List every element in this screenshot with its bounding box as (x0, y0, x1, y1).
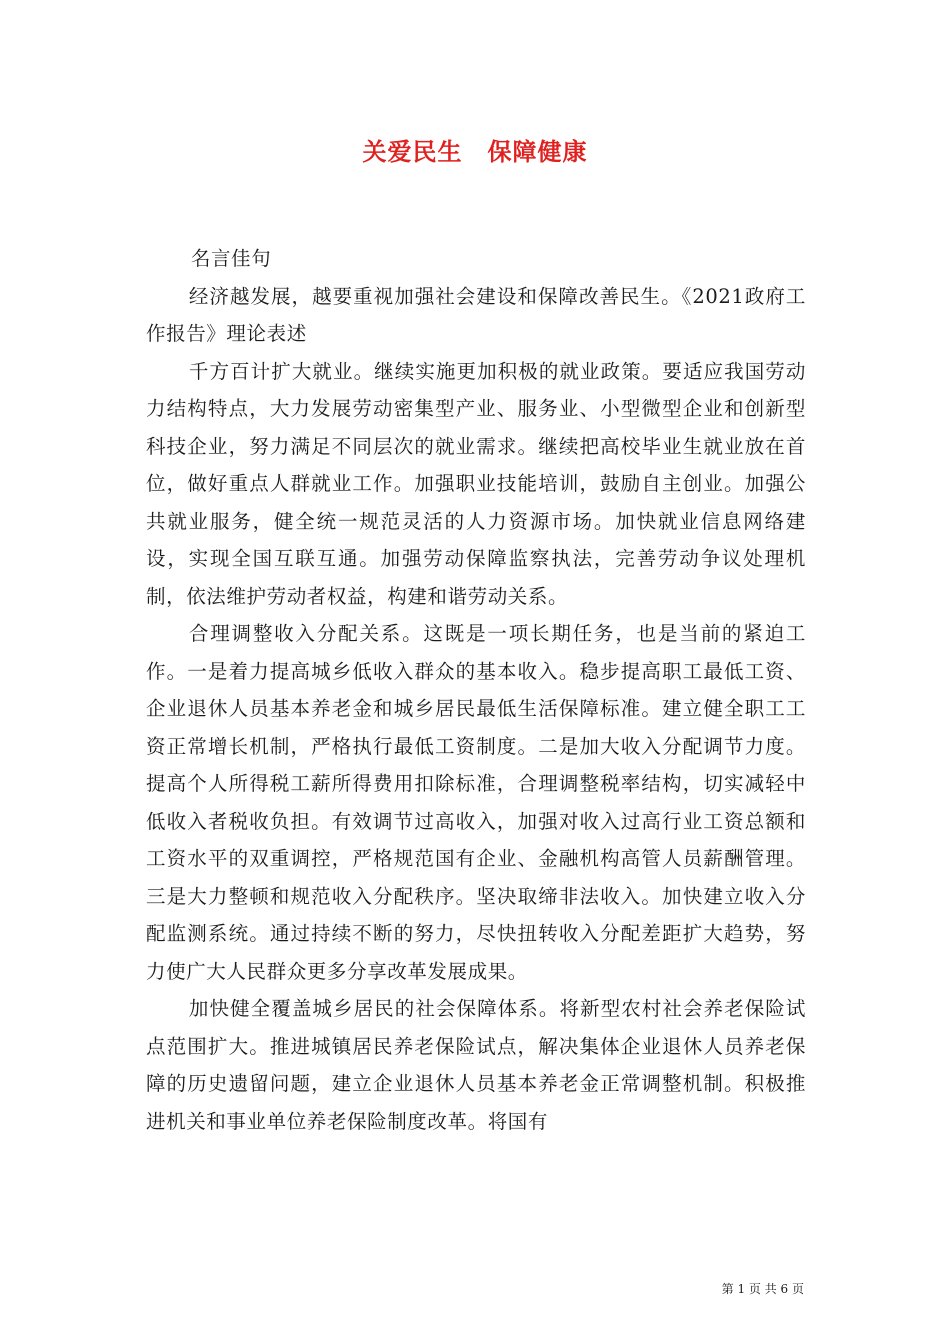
page-footer: 第 1 页 共 6 页 (721, 1282, 804, 1296)
paragraph-quote: 经济越发展，越要重视加强社会建设和保障改善民生。《2021政府工作报告》理论表述 (146, 284, 806, 345)
document-body (146, 240, 806, 1140)
document-title: 关爱民生 保障健康 (362, 137, 588, 166)
paragraph-heading: 名言佳句 (190, 247, 272, 270)
paragraph-employment: 千方百计扩大就业。继续实施更加积极的就业政策。要适应我国劳动力结构特点，大力发展劳动密集型产业、服务业、小型微型企业和创新型科技企业，努力满足不同层次的就业需求。继续把高校毕业生就业放在首位，做好重点人群就业工作。加强职业技能培训，鼓励自主创业。加强公共就业服务，健全统一规范灵活的人力资源市场。加快就业信息网络建设，实现全国互联互通。加强劳动保障监察执法，完善劳动争议处理机制，依法维护劳动者权益，构建和谐劳动关系。 (146, 359, 806, 608)
paragraph-income: 合理调整收入分配关系。这既是一项长期任务，也是当前的紧迫工作。一是着力提高城乡低收入群众的基本收入。稳步提高职工最低工资、企业退休人员基本养老金和城乡居民最低生活保障标准。建立健全职工工资正常增长机制，严格执行最低工资制度。二是加大收入分配调节力度。提高个人所得税工薪所得费用扣除标准，合理调整税率结构，切实减轻中低收入者税收负担。有效调节过高收入，加强对收入过高行业工资总额和工资水平的双重调控，严格规范国有企业、金融机构高管人员薪酬管理。三是大力整顿和规范收入分配秩序。坚决取缔非法收入。加快建立收入分配监测系统。通过持续不断的努力，尽快扭转收入分配差距扩大趋势，努力使广大人民群众更多分享改革发展成果。 (146, 622, 806, 983)
paragraph-social-security: 加快健全覆盖城乡居民的社会保障体系。将新型农村社会养老保险试点范围扩大。推进城镇居民养老保险试点，解决集体企业退休人员养老保障的历史遗留问题，建立企业退休人员基本养老金正常调整机制。积极推进机关和事业单位养老保险制度改革。将国有 (146, 997, 806, 1133)
